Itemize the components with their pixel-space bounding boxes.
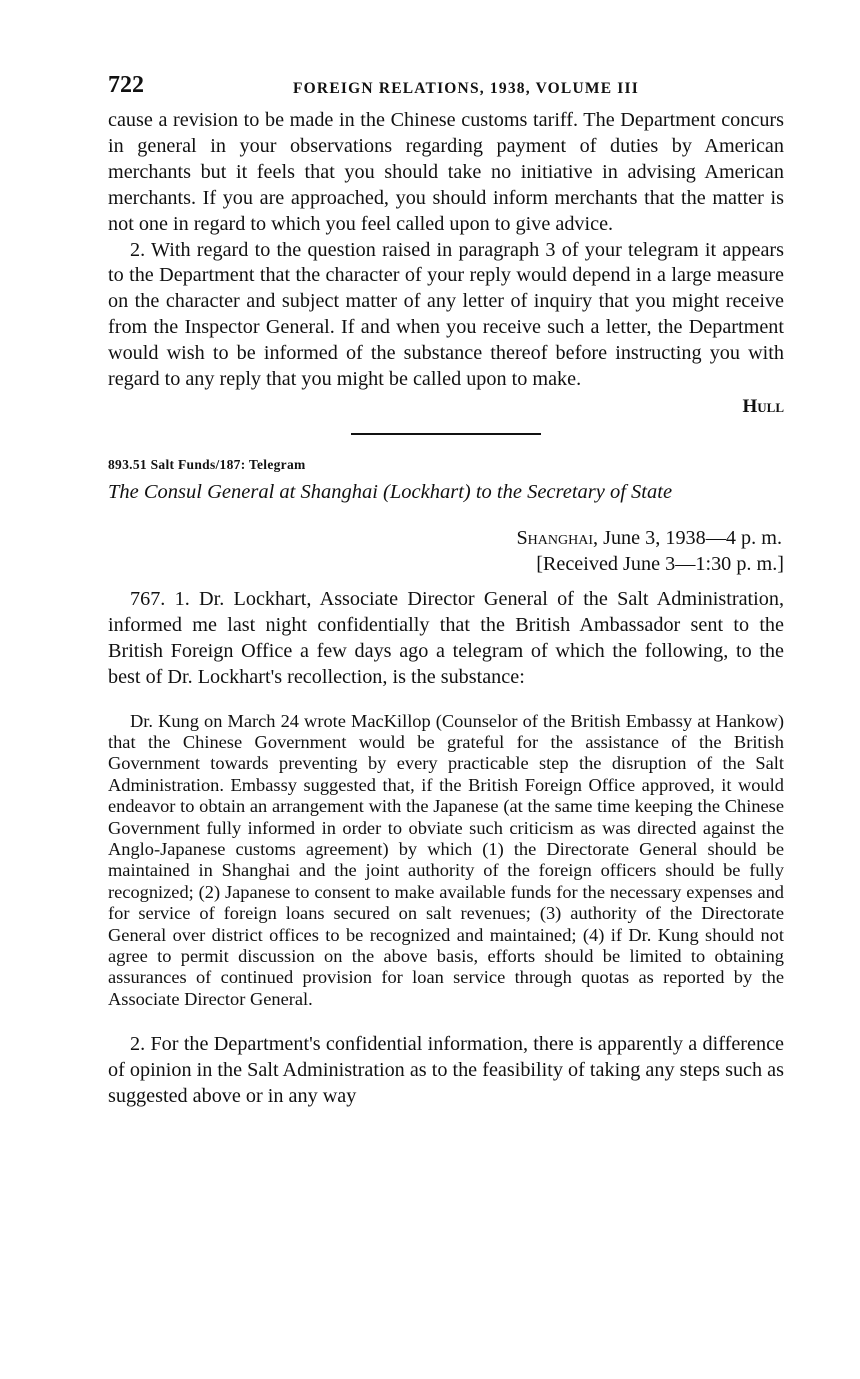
document-title: The Consul General at Shanghai (Lockhart) to the Secretary of State bbox=[108, 480, 673, 503]
previous-doc-continuation: cause a revision to be made in the Chinese customs tariff. The Department concurs in general in your observations regarding payment of duties by American merchants but it feels that you should take no initiative in advising American merchants. If you are approached, you should inform merchants that the matter is not one in regard to which you feel called upon to give advice. bbox=[108, 109, 784, 235]
dateline bbox=[108, 525, 784, 551]
received-line: [Received June 3—1:30 p. m.] bbox=[536, 552, 784, 575]
section-divider bbox=[351, 433, 541, 435]
page-number: 722 bbox=[108, 72, 144, 98]
page-header bbox=[108, 72, 784, 108]
dateline-date: June 3, 1938—4 p. m. bbox=[603, 526, 782, 549]
dateline-place: Shanghai, bbox=[516, 526, 599, 549]
telegram-paragraph-1: 767. 1. Dr. Lockhart, Associate Director General of the Salt Administration, informed me last night confidentially that the British Ambassador sent to the British Foreign Office a few days ago a telegram of which the following, to the best of Dr. Lockhart's recollection, is the substance: bbox=[108, 587, 784, 688]
telegram-paragraph-2: 2. For the Department's confidential information, there is apparently a difference of opinion in the Salt Administration as to the feasibility of taking any steps such as suggested above or in any way bbox=[108, 1033, 784, 1108]
running-head: FOREIGN RELATIONS, 1938, VOLUME III bbox=[293, 80, 639, 97]
quoted-telegram: Dr. Kung on March 24 wrote MacKillop (Counselor of the British Embassy at Hankow) that the Chinese Government would be grateful for the assistance of the British Government towards preventing by every practicable step the disruption of the Salt Administration. Embassy suggested that, if the British Foreign Office approved, it would endeavor to obtain an arrangement with the Japanese (at the same time keeping the Chinese Government fully informed in order to obviate such criticism as was directed against the Anglo-Japanese customs agreement) by which (1) the Directorate General should be maintained in Shanghai and the joint authority of the foreign officers should be fully recognized; (2) Japanese to consent to make available funds for the necessary expenses and for service of foreign loans secured on salt revenues; (3) authority of the Directorate General over district offices to be recognized and maintained; (4) if Dr. Kung should not agree to permit discussion on the above basis, efforts should be limited to obtaining assurances of continued provision for loan service through quotas as reported by the Associate Director General. bbox=[108, 710, 784, 1009]
signature: Hull bbox=[742, 395, 784, 417]
document-page bbox=[108, 72, 784, 1110]
previous-doc-paragraph-2: 2. With regard to the question raised in paragraph 3 of your telegram it appears to the Department that the character of your reply would depend in a large measure on the character and subject matter of any letter of inquiry that you might receive from the Inspector General. If and when you receive such a letter, the Department would wish to be informed of the substance thereof before instructing you with regard to any reply that you might be called upon to make. bbox=[108, 238, 784, 391]
file-reference: 893.51 Salt Funds/187: Telegram bbox=[108, 456, 306, 472]
